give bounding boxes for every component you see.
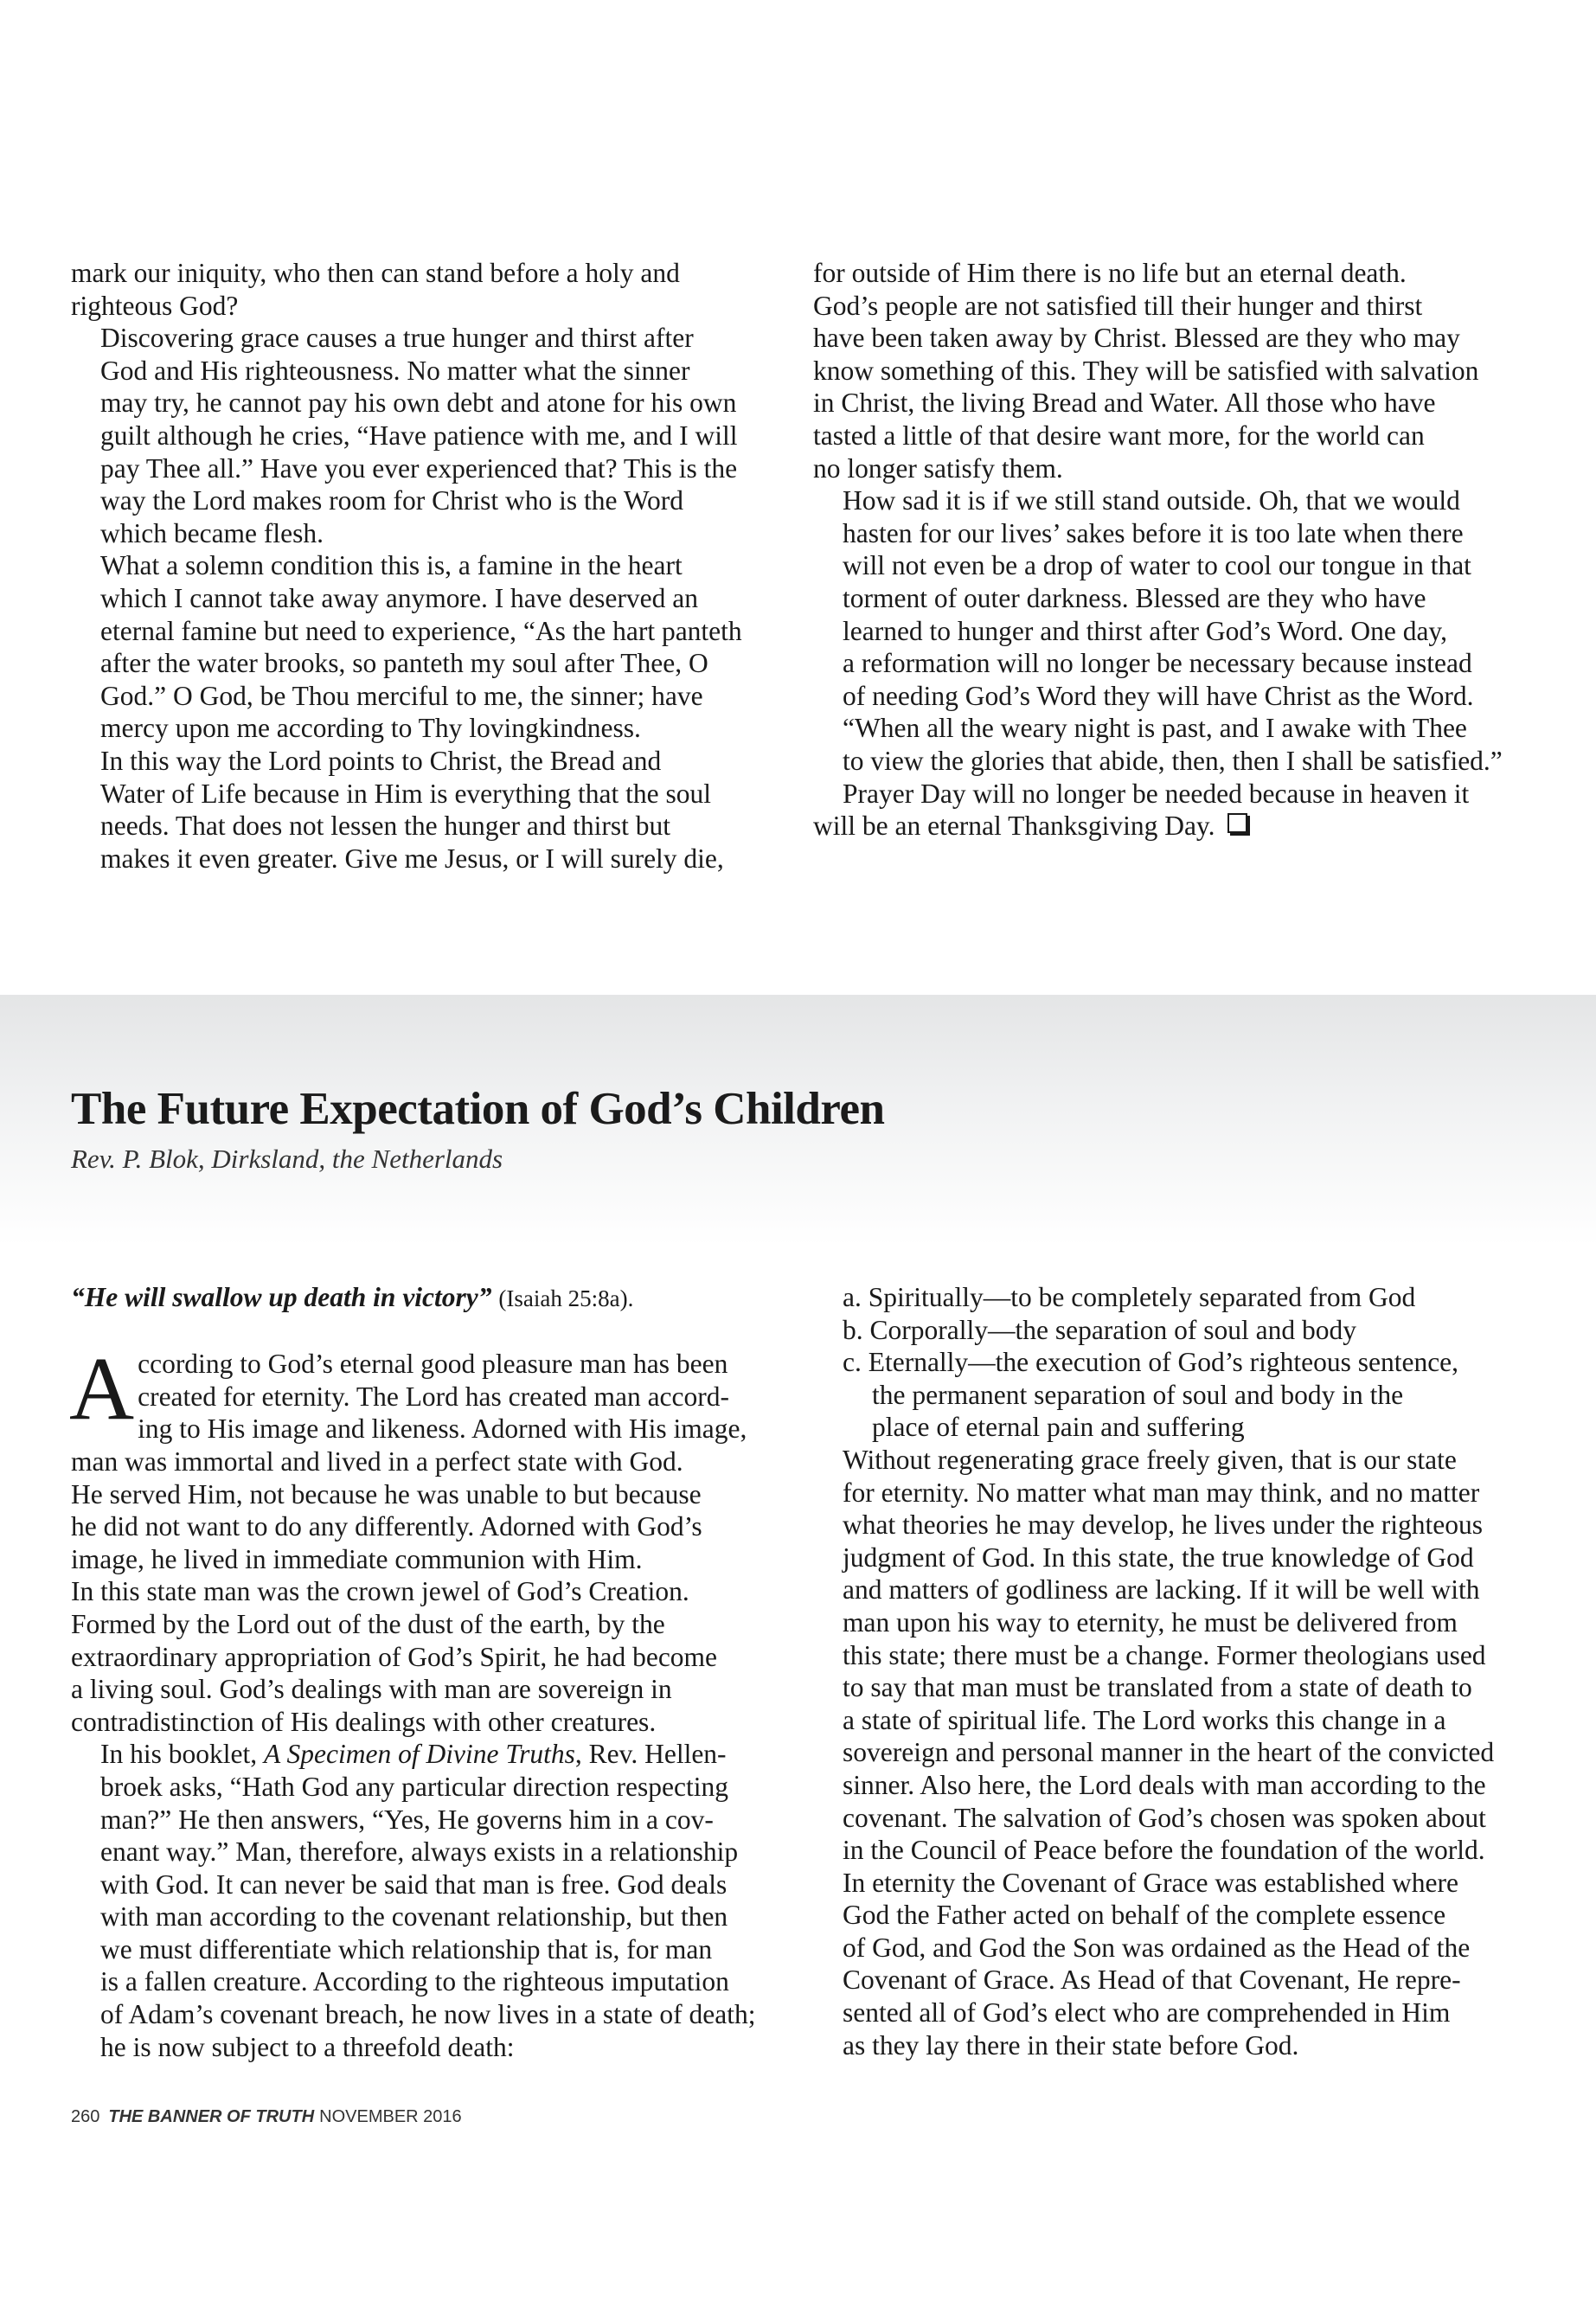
paragraph <box>813 1444 1531 2061</box>
threefold-death-list <box>813 1281 1531 1444</box>
text-line: enant way.” Man, therefore, always exists in a relationship <box>100 1836 739 1868</box>
text-line: for outside of Him there is no life but an eternal death. <box>813 258 1407 288</box>
text-line: Without regenerating grace freely given, that is our state <box>843 1444 1457 1475</box>
paragraph <box>71 1738 780 2063</box>
text-line: In his booklet, A Specimen of Divine Truths, Rev. Hellen- <box>100 1739 727 1770</box>
text-line: contradistinction of His dealings with other creatures. <box>71 1706 657 1737</box>
text-line: the permanent separation of soul and body in the <box>872 1379 1404 1410</box>
text-line: know something of this. They will be satisfied with salvation <box>813 355 1479 386</box>
text-line: a state of spiritual life. The Lord works this change in a <box>843 1704 1446 1735</box>
text-line: How sad it is if we still stand outside. Oh, that we would <box>843 485 1460 516</box>
text-line: to view the glories that abide, then, then I shall be satisfied.” <box>843 745 1503 776</box>
text-line: ccording to God’s eternal good pleasure man has been <box>138 1349 728 1380</box>
paragraph <box>71 257 754 322</box>
list-item <box>813 1281 1531 1314</box>
text-line: makes it even greater. Give me Jesus, or I will surely die, <box>100 843 724 874</box>
paragraph <box>69 1339 780 1738</box>
text-line: covenant. The salvation of God’s chosen was spoken about <box>843 1802 1486 1833</box>
text-line: He served Him, not because he was unable to but because <box>71 1478 702 1509</box>
text-line: is a fallen creature. According to the righteous imputation <box>100 1966 729 1997</box>
text-line: God.” O God, be Thou merciful to me, the sinner; have <box>100 680 703 711</box>
text-line: way the Lord makes room for Christ who is the Word <box>100 485 684 516</box>
text-line: a reformation will no longer be necessary because instead <box>843 648 1472 679</box>
text-line: man?” He then answers, “Yes, He governs him in a cov- <box>100 1804 714 1835</box>
text-line: of God, and God the Son was ordained as the Head of the <box>843 1932 1471 1963</box>
page-number: 260 <box>71 2107 100 2126</box>
text-line: as they lay there in their state before God. <box>843 2029 1299 2061</box>
epigraph-quote: “He will swallow up death in victory” <box>71 1282 492 1312</box>
text-line: place of eternal pain and suffering <box>872 1412 1245 1443</box>
issue-date: NOVEMBER 2016 <box>319 2107 462 2126</box>
text-line: guilt although he cries, “Have patience with me, and I will <box>100 420 738 451</box>
text-line: will be an eternal Thanksgiving Day. <box>813 811 1215 842</box>
text-line: In this way the Lord points to Christ, the Bread and <box>100 745 662 776</box>
text-line: created for eternity. The Lord has created man accord- <box>138 1381 729 1412</box>
text-line: no longer satisfy them. <box>813 452 1063 484</box>
text-line: of Adam’s covenant breach, he now lives in a state of death; <box>100 1999 756 2030</box>
text-line: and matters of godliness are lacking. If it will be well with <box>843 1574 1480 1606</box>
text-line: broek asks, “Hath God any particular direction respecting <box>100 1771 728 1802</box>
text-line: God the Father acted on behalf of the complete essence <box>843 1900 1446 1931</box>
text-line: what theories he may develop, he lives under the righteous <box>843 1509 1484 1541</box>
text-line: Formed by the Lord out of the dust of the earth, by the <box>71 1608 665 1639</box>
text-line: God’s people are not satisfied till their hunger and thirst <box>813 290 1423 321</box>
text-line: in the Council of Peace before the foundation of the world. <box>843 1835 1485 1866</box>
text-line: after the water brooks, so panteth my soul after Thee, O <box>100 648 708 679</box>
text-line: in Christ, the living Bread and Water. All those who have <box>813 388 1436 419</box>
epigraph <box>71 1281 780 1316</box>
text-line: have been taken away by Christ. Blessed are they who may <box>813 323 1460 354</box>
text-line: What a solemn condition this is, a famine in the heart <box>100 550 683 581</box>
text-line: God and His righteousness. No matter what the sinner <box>100 355 690 386</box>
paragraph <box>813 257 1531 484</box>
text-line: of needing God’s Word they will have Christ as the Word. <box>843 680 1474 711</box>
text-line: c. Eternally—the execution of God’s righteous sentence, <box>843 1347 1459 1378</box>
text-line: Covenant of Grace. As Head of that Covenant, He repre- <box>843 1965 1461 1996</box>
paragraph <box>71 549 754 745</box>
article-byline: Rev. P. Blok, Dirksland, the Netherlands <box>71 1144 503 1174</box>
text-line: tasted a little of that desire want more, for the world can <box>813 420 1425 451</box>
text-line: man was immortal and lived in a perfect state with God. <box>71 1445 683 1477</box>
text-line: mark our iniquity, who then can stand before a holy and <box>71 258 680 288</box>
text-line: extraordinary appropriation of God’s Spirit, he had become <box>71 1641 718 1672</box>
book-title: A Specimen of Divine Truths <box>264 1739 575 1770</box>
text-line: may try, he cannot pay his own debt and atone for his own <box>100 388 737 419</box>
text-line: Prayer Day will no longer be needed because in heaven it <box>843 778 1470 809</box>
list-item <box>813 1346 1531 1444</box>
text-line: which became flesh. <box>100 517 324 548</box>
text-line: to say that man must be translated from a state of death to <box>843 1672 1472 1703</box>
text-line: sovereign and personal manner in the heart of the convicted <box>843 1737 1495 1768</box>
paragraph <box>71 322 754 549</box>
text-line: a living soul. God’s dealings with man are sovereign in <box>71 1674 672 1705</box>
text-line: which I cannot take away anymore. I have deserved an <box>100 582 698 613</box>
text-line: torment of outer darkness. Blessed are they who have <box>843 582 1426 613</box>
text-line: we must differentiate which relationship that is, for man <box>100 1933 713 1965</box>
text-line: a. Spiritually—to be completely separated from God <box>843 1282 1416 1312</box>
text-line: ing to His image and likeness. Adorned with His image, <box>138 1413 747 1445</box>
page-footer <box>71 2107 462 2127</box>
text-line: Discovering grace causes a true hunger and thirst after <box>100 323 694 354</box>
text-line: b. Corporally—the separation of soul and body <box>843 1314 1357 1345</box>
text-line: learned to hunger and thirst after God’s Word. One day, <box>843 615 1448 646</box>
text-line: needs. That does not lessen the hunger and thirst but <box>100 811 671 842</box>
article-title: The Future Expectation of God’s Children <box>71 1084 885 1134</box>
article-right-column <box>813 1281 1531 2061</box>
text-line: this state; there must be a change. Former theologians used <box>843 1639 1486 1670</box>
text-line: eternal famine but need to experience, “As the hart panteth <box>100 615 742 646</box>
text-line: with man according to the covenant relationship, but then <box>100 1901 728 1932</box>
text-line: man upon his way to eternity, he must be delivered from <box>843 1606 1458 1638</box>
text-line: Water of Life because in Him is everything that the soul <box>100 778 711 809</box>
text-line: sented all of God’s elect who are comprehended in Him <box>843 1997 1451 2029</box>
text-line: for eternity. No matter what man may think, and no matter <box>843 1477 1480 1508</box>
epigraph-reference: (Isaiah 25:8a). <box>498 1285 634 1311</box>
text-line: sinner. Also here, the Lord deals with man according to the <box>843 1769 1486 1800</box>
text-line: In this state man was the crown jewel of God’s Creation. <box>71 1576 689 1607</box>
paragraph <box>813 484 1531 843</box>
text-line: hasten for our lives’ sakes before it is too late when there <box>843 517 1464 548</box>
text-line: he did not want to do any differently. Adorned with God’s <box>71 1511 702 1542</box>
text-line: “When all the weary night is past, and I awake with Thee <box>843 713 1467 744</box>
article-left-column <box>71 1281 780 2063</box>
text-line: he is now subject to a threefold death: <box>100 2031 515 2062</box>
prev-article-left-column <box>71 257 754 875</box>
drop-cap: A <box>69 1339 135 1439</box>
list-item <box>813 1314 1531 1347</box>
text-line: judgment of God. In this state, the true knowledge of God <box>843 1541 1474 1573</box>
magazine-name: THE BANNER OF TRUTH <box>108 2107 315 2126</box>
text-line: pay Thee all.” Have you ever experienced that? This is the <box>100 452 738 484</box>
text-line: with God. It can never be said that man is free. God deals <box>100 1868 727 1900</box>
text-line: righteous God? <box>71 290 239 321</box>
text-line: In eternity the Covenant of Grace was established where <box>843 1867 1458 1898</box>
text-line: image, he lived in immediate communion with Him. <box>71 1543 643 1574</box>
prev-article-right-column <box>813 257 1531 843</box>
paragraph <box>71 745 754 875</box>
text-line: will not even be a drop of water to cool our tongue in that <box>843 550 1471 581</box>
end-of-article-mark <box>1227 813 1247 833</box>
text-line: mercy upon me according to Thy lovingkindness. <box>100 713 641 744</box>
